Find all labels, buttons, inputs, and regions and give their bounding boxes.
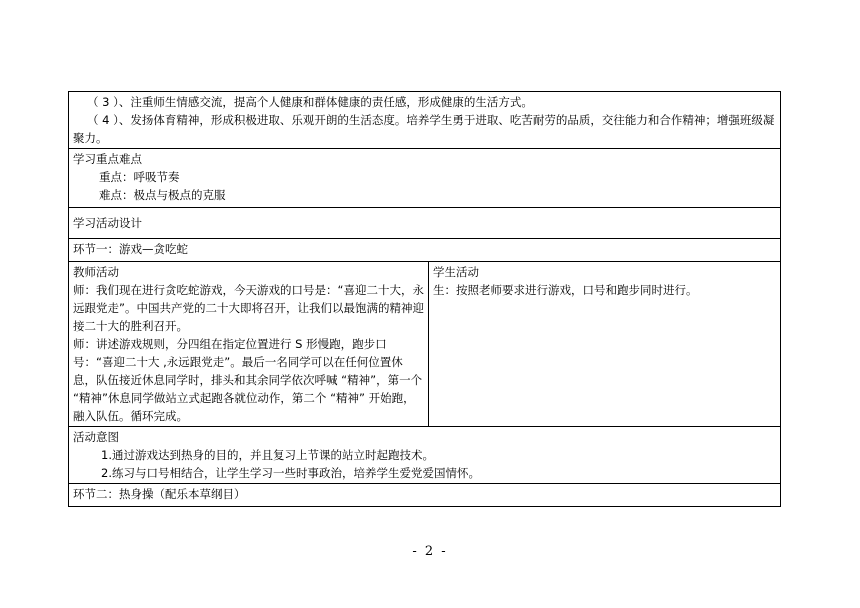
objective-3: （ 3 ）、注重师生情感交流，提高个人健康和群体健康的责任感，形成健康的生活方式。 bbox=[87, 95, 533, 109]
difficulty-point: 难点：极点与极点的克服 bbox=[99, 188, 226, 202]
student-paragraph-1: 生：按照老师要求进行游戏，口号和跑步同时进行。 bbox=[433, 283, 698, 297]
teacher-activity-cell bbox=[69, 262, 429, 427]
objectives-row bbox=[69, 92, 781, 149]
teacher-paragraph-1: 师：我们现在进行贪吃蛇游戏，今天游戏的口号是：“喜迎二十大，永远跟党走”。中国共产党的二十大即将召开，让我们以最饱满的精神迎接二十大的胜利召开。 bbox=[73, 283, 424, 333]
student-activity-cell bbox=[429, 262, 781, 427]
section2-cell bbox=[69, 484, 781, 507]
section1-cell bbox=[69, 239, 781, 262]
intent-heading: 活动意图 bbox=[73, 430, 119, 444]
lesson-plan-table bbox=[68, 91, 781, 507]
focus-heading: 学习重点难点 bbox=[73, 152, 142, 166]
focus-row bbox=[69, 149, 781, 208]
key-point: 重点：呼吸节奏 bbox=[99, 170, 180, 184]
section2-row bbox=[69, 484, 781, 507]
intent-row bbox=[69, 427, 781, 484]
design-cell bbox=[69, 208, 781, 239]
focus-cell bbox=[69, 149, 781, 208]
student-heading: 学生活动 bbox=[433, 265, 479, 279]
teacher-heading: 教师活动 bbox=[73, 265, 119, 279]
design-row bbox=[69, 208, 781, 239]
section1-heading: 环节一：游戏—贪吃蛇 bbox=[73, 242, 188, 256]
section1-row bbox=[69, 239, 781, 262]
intent-item-2: 2.练习与口号相结合，让学生学习一些时事政治，培养学生爱党爱国情怀。 bbox=[101, 466, 480, 480]
intent-item-1: 1.通过游戏达到热身的目的，并且复习上节课的站立时起跑技术。 bbox=[101, 448, 434, 462]
design-heading: 学习活动设计 bbox=[73, 216, 142, 230]
activity-row bbox=[69, 262, 781, 427]
intent-cell bbox=[69, 427, 781, 484]
teacher-paragraph-2: 师：讲述游戏规则，分四组在指定位置进行 S 形慢跑，跑步口号：“喜迎二十大 ,永远跟党走”。最后一名同学可以在任何位置休息，队伍接近休息同学时，排头和其余同学依次呼喊 “精神”，第一个 “精神”休息同学做站立式起跑各就位动作，第二个 “精神” 开始跑，融入队伍。循环完成。 bbox=[73, 337, 423, 423]
objectives-cell bbox=[69, 92, 781, 149]
section2-heading: 环节二：热身操（配乐本草纲目） bbox=[73, 487, 246, 501]
objective-4: （ 4 ）、发扬体育精神，形成积极进取、乐观开朗的生活态度。培养学生勇于进取、吃苦耐劳的品质，交往能力和合作精神；增强班级凝聚力。 bbox=[73, 113, 775, 145]
page-number: - 2 - bbox=[412, 544, 448, 559]
